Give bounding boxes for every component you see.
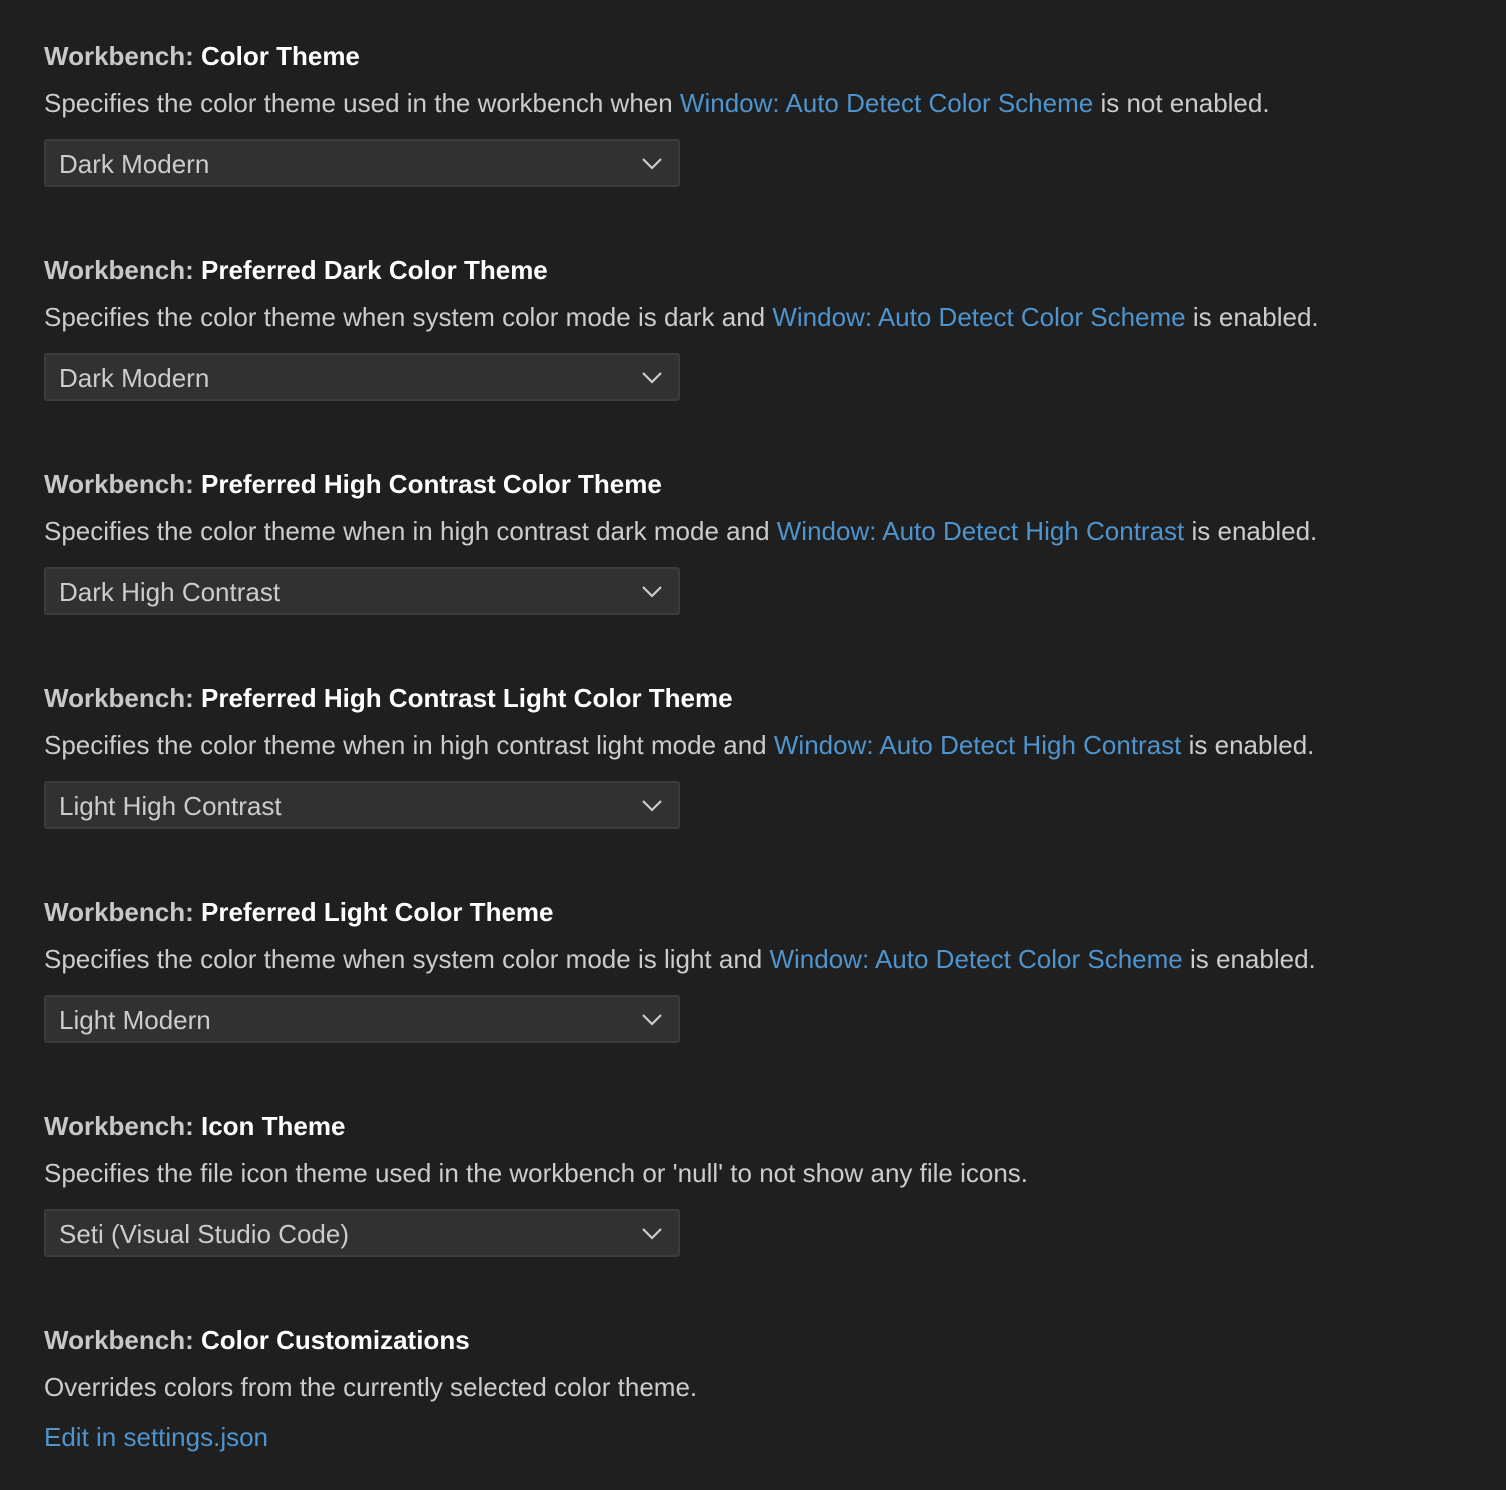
description-text: Specifies the color theme used in the workbench when	[44, 88, 680, 118]
setting-description: Overrides colors from the currently selected color theme.	[44, 1372, 698, 1402]
edit-in-settings-json-link[interactable]: Edit in settings.json	[44, 1422, 269, 1452]
setting-name: Preferred High Contrast Color Theme	[200, 469, 662, 499]
setting-category: Workbench:	[44, 469, 201, 499]
setting-color-customizations	[44, 1324, 1464, 1453]
dropdown-value: Light High Contrast	[59, 791, 282, 821]
description-text: Specifies the color theme when system color mode is dark and	[44, 302, 773, 332]
setting-description	[44, 943, 1464, 975]
preferred-high-contrast-color-theme-dropdown[interactable]	[44, 567, 680, 615]
setting-preferred-dark-color-theme	[44, 254, 1464, 401]
dropdown-value: Light Modern	[59, 1005, 211, 1035]
setting-category: Workbench:	[44, 41, 201, 71]
color-theme-dropdown[interactable]	[44, 139, 680, 187]
setting-name: Color Customizations	[200, 1325, 470, 1355]
preferred-light-color-theme-dropdown[interactable]	[44, 995, 680, 1043]
setting-preferred-light-color-theme	[44, 896, 1464, 1043]
preferred-dark-color-theme-dropdown[interactable]	[44, 353, 680, 401]
setting-description	[44, 515, 1464, 547]
setting-description	[44, 1157, 1464, 1189]
setting-description	[44, 301, 1464, 333]
setting-preferred-high-contrast-light-color-theme	[44, 682, 1464, 829]
description-text: Specifies the color theme when system color mode is light and	[44, 944, 770, 974]
auto-detect-color-scheme-link[interactable]: Window: Auto Detect Color Scheme	[769, 944, 1183, 974]
setting-category: Workbench:	[44, 1325, 201, 1355]
description-text: is enabled.	[1181, 730, 1315, 760]
auto-detect-high-contrast-link[interactable]: Window: Auto Detect High Contrast	[773, 730, 1182, 760]
setting-name: Preferred Dark Color Theme	[200, 255, 548, 285]
setting-title	[44, 896, 1464, 928]
setting-title	[44, 1324, 1464, 1356]
dropdown-value: Dark Modern	[59, 149, 210, 179]
dropdown-value: Seti (Visual Studio Code)	[59, 1219, 350, 1249]
setting-category: Workbench:	[44, 683, 201, 713]
setting-color-theme	[44, 40, 1464, 187]
setting-preferred-high-contrast-color-theme	[44, 468, 1464, 615]
setting-name: Preferred Light Color Theme	[200, 897, 554, 927]
description-text: Specifies the color theme when in high contrast light mode and	[44, 730, 774, 760]
description-text: Specifies the file icon theme used in the workbench or 'null' to not show any file icons.	[44, 1158, 1029, 1188]
description-text: is enabled.	[1185, 302, 1319, 332]
chevron-down-icon	[640, 153, 664, 175]
icon-theme-dropdown[interactable]	[44, 1209, 680, 1257]
setting-name: Icon Theme	[200, 1111, 346, 1141]
description-text: Specifies the color theme when in high contrast dark mode and	[44, 516, 777, 546]
setting-category: Workbench:	[44, 897, 201, 927]
setting-category: Workbench:	[44, 255, 201, 285]
description-text: is enabled.	[1184, 516, 1318, 546]
setting-description	[44, 729, 1464, 761]
setting-title	[44, 468, 1464, 500]
auto-detect-color-scheme-link[interactable]: Window: Auto Detect Color Scheme	[679, 88, 1094, 118]
chevron-down-icon	[640, 1223, 664, 1245]
setting-category: Workbench:	[44, 1111, 201, 1141]
description-text: is not enabled.	[1093, 88, 1270, 118]
setting-title	[44, 682, 1464, 714]
chevron-down-icon	[640, 1009, 664, 1031]
setting-icon-theme	[44, 1110, 1464, 1257]
setting-title	[44, 254, 1464, 286]
dropdown-value: Dark High Contrast	[59, 577, 281, 607]
auto-detect-color-scheme-link[interactable]: Window: Auto Detect Color Scheme	[772, 302, 1186, 332]
chevron-down-icon	[640, 581, 664, 603]
chevron-down-icon	[640, 795, 664, 817]
setting-title	[44, 1110, 1464, 1142]
chevron-down-icon	[640, 367, 664, 389]
setting-description	[44, 87, 1464, 119]
auto-detect-high-contrast-link[interactable]: Window: Auto Detect High Contrast	[776, 516, 1185, 546]
dropdown-value: Dark Modern	[59, 363, 210, 393]
preferred-high-contrast-light-color-theme-dropdown[interactable]	[44, 781, 680, 829]
setting-name: Color Theme	[200, 41, 360, 71]
setting-name: Preferred High Contrast Light Color Theme	[200, 683, 733, 713]
description-text: is enabled.	[1182, 944, 1316, 974]
setting-title	[44, 40, 1464, 72]
